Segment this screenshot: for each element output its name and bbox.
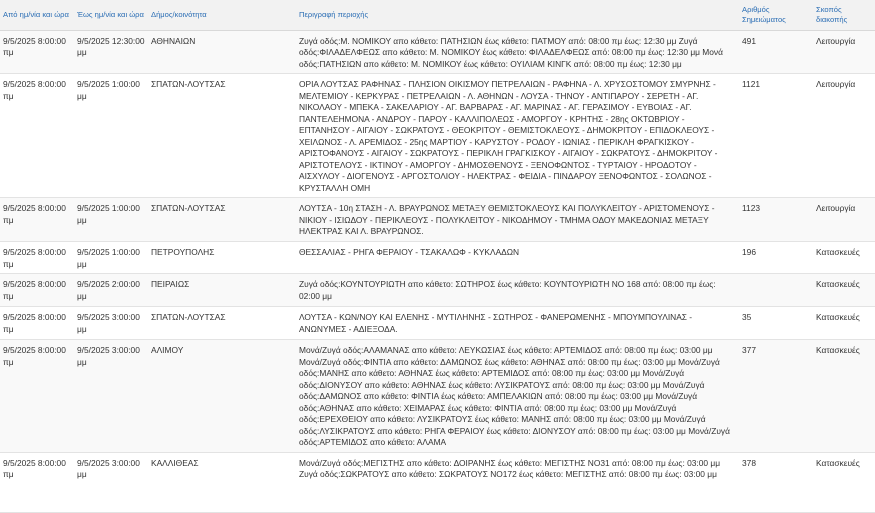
cell-description: ΛΟΥΤΣΑ - 10η ΣΤΑΣΗ - Λ. ΒΡΑΥΡΩΝΟΣ ΜΕΤΑΞΥ ΘΕΜΙΣΤΟΚΛΕΟΥΣ ΚΑΙ ΠΟΛΥΚΛΕΙΤΟΥ - ΑΡΙΣΤΟΜΕΝΟΥΣ - ΝΙΚΙΟΥ - ΙΣΙΩΔΟΥ - ΠΕΡΙΚΛΕΟΥΣ - ΠΟΛΥΚΛΕΙΤΟΥ - ΝΙΚΟΔΗΜΟΥ - ΤΜΗΜΑ ΟΔΟΥ ΜΑΚΕΔΟΝΙΑΣ ΜΕΤΑΞΥ ΗΛΕΚΤΡΑΣ ΚΑΙ Λ. ΒΡΑΥΡΩΝΟΣ. [296, 198, 739, 242]
cell-note-number: 196 [739, 242, 813, 274]
cell-note-number: 35 [739, 307, 813, 340]
cell-municipality: ΣΠΑΤΩΝ-ΛΟΥΤΣΑΣ [148, 74, 296, 198]
column-header-purpose[interactable] [813, 0, 875, 30]
cell-to: 9/5/2025 12:30:00 μμ [74, 30, 148, 74]
cell-municipality: ΣΠΑΤΩΝ-ΛΟΥΤΣΑΣ [148, 307, 296, 340]
cell-note-number: 1121 [739, 74, 813, 198]
table-row [0, 340, 875, 453]
cell-to: 9/5/2025 1:00:00 μμ [74, 74, 148, 198]
cell-description: Μονά/Ζυγά οδός:ΑΛΑΜΑΝΑΣ απο κάθετο: ΛΕΥΚΩΣΙΑΣ έως κάθετο: ΑΡΤΕΜΙΔΟΣ από: 08:00 πμ έως: 03:00 μμ Μονά/Ζυγά οδός:ΦΙΝΤΙΑ απο κάθετο: ΔΑΜΩΝΟΣ έως κάθετο: ΑΘΗΝΑΣ από: 08:00 πμ έως: 03:00 μμ Μονά/Ζυγά οδός:ΜΑΝΗΣ απο κάθετο: ΑΘΗΝΑΣ έως κάθετο: ΑΡΤΕΜΙΔΟΣ από: 08:00 πμ έως: 03:00 μμ Μονά/Ζυγά οδός:ΔΙΟΝΥΣΟΥ απο κάθετο: ΑΘΗΝΑΣ έως κάθετο: ΛΥΣΙΚΡΑΤΟΥΣ από: 08:00 πμ έως: 03:00 μμ Μονά/Ζυγά οδός:ΔΑΜΩΝΟΣ απο κάθετο: ΦΙΝΤΙΑ έως κάθετο: ΑΜΠΕΛΑΚΙΩΝ από: 08:00 πμ έως: 03:00 μμ Μονά/Ζυγά οδός:ΑΘΗΝΑΣ απο κάθετο: ΧΕΙΜΑΡΑΣ έως κάθετο: ΦΙΝΤΙΑ από: 08:00 πμ έως: 03:00 μμ Μονά/Ζυγά οδός:ΕΡΕΧΘΕΙΟΥ απο κάθετο: ΛΥΣΙΚΡΑΤΟΥΣ έως κάθετο: ΜΑΝΗΣ από: 08:00 πμ έως: 03:00 μμ Μονά/Ζυγά οδός:ΛΥΣΙΚΡΑΤΟΥΣ απο κάθετο: ΡΗΓΑ ΦΕΡΑΙΟΥ έως κάθετο: ΔΙΟΝΥΣΟΥ από: 08:00 πμ έως: 03:00 μμ Μονά/Ζυγά οδός:ΑΡΤΕΜΙΔΟΣ απο κάθετο: ΑΛΑΜΑ [296, 340, 739, 453]
column-header-to-label[interactable]: Έως ημ/νία και ώρα [77, 9, 144, 19]
cell-from: 9/5/2025 8:00:00 πμ [0, 198, 74, 242]
column-header-municipality-label[interactable]: Δήμος/κοινότητα [151, 9, 207, 19]
cell-from: 9/5/2025 8:00:00 πμ [0, 452, 74, 512]
cell-note-number: 378 [739, 452, 813, 512]
cell-to: 9/5/2025 1:00:00 μμ [74, 242, 148, 274]
cell-description: ΛΟΥΤΣΑ - ΚΩΝ/ΝΟΥ ΚΑΙ ΕΛΕΝΗΣ - ΜΥΤΙΛΗΝΗΣ - ΣΩΤΗΡΟΣ - ΦΑΝΕΡΩΜΕΝΗΣ - ΜΠΟΥΜΠΟΥΛΙΝΑΣ - ΑΝΩΝΥΜΕΣ - ΑΔΙΕΞΟΔΑ. [296, 307, 739, 340]
cell-municipality: ΑΛΙΜΟΥ [148, 340, 296, 453]
table-row [0, 452, 875, 512]
cell-purpose: Κατασκευές [813, 242, 875, 274]
cell-municipality: ΑΘΗΝΑΙΩΝ [148, 30, 296, 74]
column-header-from-label[interactable]: Από ημ/νία και ώρα [3, 9, 69, 19]
cell-from: 9/5/2025 8:00:00 πμ [0, 274, 74, 307]
column-header-to[interactable] [74, 0, 148, 30]
cell-note-number [739, 274, 813, 307]
cell-purpose: Κατασκευές [813, 452, 875, 512]
column-header-note-number[interactable] [739, 0, 813, 30]
table-row [0, 30, 875, 74]
cell-from: 9/5/2025 8:00:00 πμ [0, 340, 74, 453]
cell-municipality: ΣΠΑΤΩΝ-ΛΟΥΤΣΑΣ [148, 198, 296, 242]
cell-purpose: Κατασκευές [813, 340, 875, 453]
column-header-from[interactable] [0, 0, 74, 30]
cell-from: 9/5/2025 8:00:00 πμ [0, 242, 74, 274]
cell-description: Μονά/Ζυγά οδός:ΜΕΓΙΣΤΗΣ απο κάθετο: ΔΟΙΡΑΝΗΣ έως κάθετο: ΜΕΓΙΣΤΗΣ ΝΟ31 από: 08:00 πμ έως: 03:00 μμ Ζυγά οδός:ΣΩΚΡΑΤΟΥΣ απο κάθετο: ΣΩΚΡΑΤΟΥΣ ΝΟ172 έως κάθετο: ΜΕΓΙΣΤΗΣ από: 08:00 πμ έως: 03:00 μμ [296, 452, 739, 512]
table-row [0, 242, 875, 274]
cell-municipality: ΚΑΛΛΙΘΕΑΣ [148, 452, 296, 512]
cell-note-number: 1123 [739, 198, 813, 242]
cell-from: 9/5/2025 8:00:00 πμ [0, 30, 74, 74]
column-header-note-number-label[interactable]: Αριθμός Σημειώματος [742, 4, 786, 24]
table-row [0, 307, 875, 340]
cell-purpose: Κατασκευές [813, 307, 875, 340]
column-header-description-label[interactable]: Περιγραφή περιοχής [299, 9, 369, 19]
table-row [0, 74, 875, 198]
cell-description: ΘΕΣΣΑΛΙΑΣ - ΡΗΓΑ ΦΕΡΑΙΟΥ - ΤΣΑΚΑΛΩΦ - ΚΥΚΛΑΔΩΝ [296, 242, 739, 274]
cell-purpose: Λειτουργία [813, 198, 875, 242]
cell-to: 9/5/2025 3:00:00 μμ [74, 307, 148, 340]
table-row [0, 274, 875, 307]
cell-purpose: Κατασκευές [813, 274, 875, 307]
cell-description: ΟΡΙΑ ΛΟΥΤΣΑΣ ΡΑΦΗΝΑΣ - ΠΛΗΣΙΟΝ ΟΙΚΙΣΜΟΥ ΠΕΤΡΕΛΑΙΩΝ - ΡΑΦΗΝΑ - Λ. ΧΡΥΣΟΣΤΟΜΟΥ ΣΜΥΡΝΗΣ - ΜΕΛΤΕΜΙΟΥ - ΚΕΡΚΥΡΑΣ - ΠΕΤΡΕΛΑΙΩΝ - Λ. ΑΘΗΝΩΝ - ΛΟΥΣΑ - ΤΗΝΟΥ - ΑΝΤΙΠΑΡΟΥ - ΣΕΡΕΤΗ - ΑΓ. ΝΙΚΟΛΑΟΥ - ΜΠΕΚΑ - ΣΑΚΕΛΑΡΙΟΥ - ΑΓ. ΒΑΡΒΑΡΑΣ - ΑΓ. ΜΑΡΙΝΑΣ - ΑΓ. ΓΕΡΑΣΙΜΟΥ - ΕΥΒΟΙΑΣ - ΑΓ. ΠΑΝΤΕΛΕΗΜΟΝΑ - ΑΝΔΡΟΥ - ΠΑΡΟΥ - ΚΑΛΛΙΠΟΛΕΩΣ - ΑΜΟΡΓΟΥ - ΚΡΗΤΗΣ - 28ης ΟΚΤΩΒΡΙΟΥ - ΕΠΤΑΝΗΣΟΥ - ΑΙΓΑΙΟΥ - ΣΩΚΡΑΤΟΥΣ - ΘΕΟΚΡΙΤΟΥ - ΘΕΜΙΣΤΟΚΛΕΟΥΣ - ΔΗΜΟΚΡΙΤΟΥ - ΕΠΙΔΟΚΛΕΟΥΣ - ΧΕΙΛΩΝΟΣ - Λ. ΑΡΕΜΙΔΟΣ - 25ης ΜΑΡΤΙΟΥ - ΚΑΡΥΣΤΟΥ - ΡΟΔΟΥ - ΙΩΝΙΑΣ - ΠΕΡΙΚΛΗ ΦΡΑΓΚΙΣΚΟΥ - ΑΡΙΣΤΟΦΑΝΟΥΣ - ΑΙΓΑΙΟΥ - ΣΩΚΡΑΤΟΥΣ - ΠΕΡΙΚΛΗ ΓΡΑΓΚΙΣΚΟΥ - ΑΙΓΑΙΟΥ - ΣΩΚΡΑΤΟΥΣ - ΔΗΜΟΚΡΙΤΟΥ - ΑΡΙΣΤΟΤΕΛΟΥΣ - ΙΚΤΙΝΟΥ - ΑΜΟΡΓΟΥ - ΔΗΜΟΣΘΕΝΟΥΣ - ΞΕΝΟΦΩΝΤΟΣ - ΤΥΡΤΑΙΟΥ - ΗΡΟΔΟΤΟΥ - ΑΙΣΧΥΛΟΥ - ΔΙΟΓΕΝΟΥΣ - ΑΡΓΟΣΤΟΛΙΟΥ - ΗΛΕΚΤΡΑΣ - ΦΕΙΔΙΑ - ΠΙΝΔΑΡΟΥ ΞΕΝΟΦΩΝΤΟΣ - ΣΟΛΩΝΟΣ - ΚΡΥΣΤΑΛΛΗ ΟΜΗ [296, 74, 739, 198]
cell-purpose: Λειτουργία [813, 30, 875, 74]
cell-municipality: ΠΕΤΡΟΥΠΟΛΗΣ [148, 242, 296, 274]
column-header-purpose-label[interactable]: Σκοπός διακοπής [816, 4, 848, 24]
column-header-description[interactable] [296, 0, 739, 30]
cell-from: 9/5/2025 8:00:00 πμ [0, 307, 74, 340]
cell-from: 9/5/2025 8:00:00 πμ [0, 74, 74, 198]
cell-description: Ζυγά οδός:Μ. ΝΟΜΙΚΟΥ απο κάθετο: ΠΑΤΗΣΙΩΝ έως κάθετο: ΠΑΤΜΟΥ από: 08:00 πμ έως: 12:30 μμ Ζυγά οδός:ΦΙΛΑΔΕΛΦΕΩΣ απο κάθετο: Μ. ΝΟΜΙΚΟΥ έως κάθετο: ΦΙΛΑΔΕΛΦΕΩΣ από: 08:00 πμ έως: 12:30 μμ Μονά οδός:ΠΑΤΗΣΙΩΝ απο κάθετο: Μ. ΝΟΜΙΚΟΥ έως κάθετο: ΟΥΙΛΙΑΜ ΚΙΝΓΚ από: 08:00 πμ έως: 12:30 μμ [296, 30, 739, 74]
cell-to: 9/5/2025 2:00:00 μμ [74, 274, 148, 307]
table-row [0, 198, 875, 242]
cell-to: 9/5/2025 3:00:00 μμ [74, 340, 148, 453]
cell-description: Ζυγά οδός:ΚΟΥΝΤΟΥΡΙΩΤΗ απο κάθετο: ΣΩΤΗΡΟΣ έως κάθετο: ΚΟΥΝΤΟΥΡΙΩΤΗ ΝΟ 168 από: 08:00 πμ έως: 02:00 μμ [296, 274, 739, 307]
cell-note-number: 491 [739, 30, 813, 74]
table-header-row [0, 0, 875, 30]
cell-municipality: ΠΕΙΡΑΙΩΣ [148, 274, 296, 307]
cell-to: 9/5/2025 1:00:00 μμ [74, 198, 148, 242]
cell-purpose: Λειτουργία [813, 74, 875, 198]
cell-note-number: 377 [739, 340, 813, 453]
cell-to: 9/5/2025 3:00:00 μμ [74, 452, 148, 512]
column-header-municipality[interactable] [148, 0, 296, 30]
